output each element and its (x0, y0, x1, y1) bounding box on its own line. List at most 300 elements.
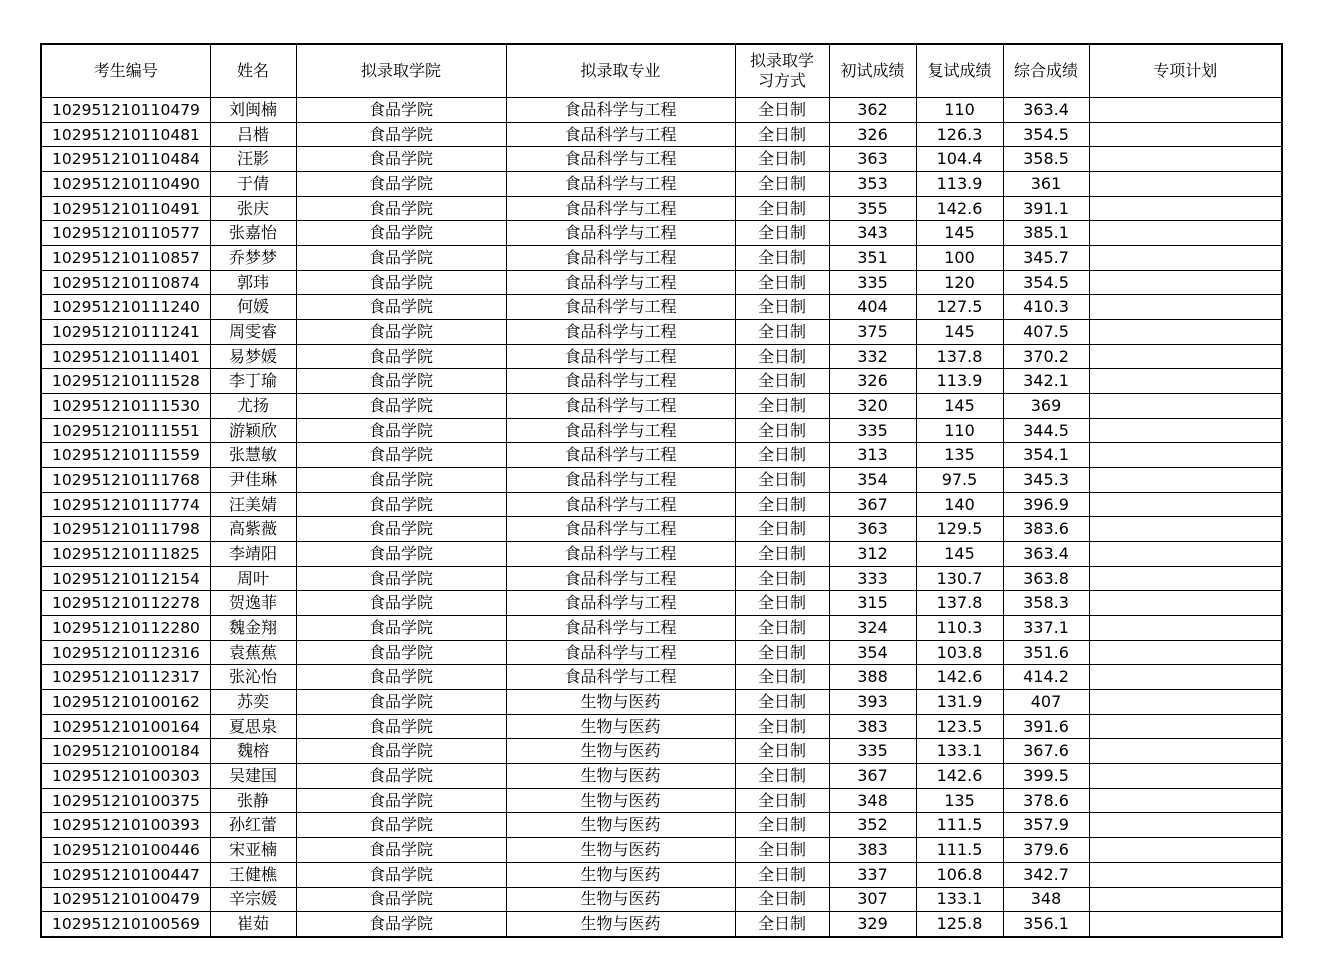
exam-id-cell: 102951210111768 (41, 468, 210, 493)
college-cell: 食品学院 (296, 566, 506, 591)
name-cell: 袁蕉蕉 (210, 640, 296, 665)
major-cell: 生物与医药 (506, 690, 735, 715)
name-cell: 游颖欣 (210, 418, 296, 443)
total-score-cell: 407.5 (1003, 320, 1089, 345)
major-cell: 食品科学与工程 (506, 492, 735, 517)
exam-id-cell: 102951210110484 (41, 147, 210, 172)
retest-score-cell: 113.9 (916, 172, 1003, 197)
exam-id-cell: 102951210111530 (41, 394, 210, 419)
name-cell: 高紫薇 (210, 517, 296, 542)
retest-score-cell: 120 (916, 270, 1003, 295)
initial-score-cell: 353 (829, 172, 916, 197)
initial-score-cell: 388 (829, 665, 916, 690)
initial-score-cell: 335 (829, 418, 916, 443)
initial-score-cell: 329 (829, 912, 916, 937)
total-score-cell: 358.5 (1003, 147, 1089, 172)
study-mode-cell: 全日制 (735, 443, 829, 468)
major-cell: 食品科学与工程 (506, 665, 735, 690)
major-cell: 食品科学与工程 (506, 542, 735, 567)
major-cell: 食品科学与工程 (506, 122, 735, 147)
retest-score-cell: 125.8 (916, 912, 1003, 937)
study-mode-cell: 全日制 (735, 369, 829, 394)
initial-score-cell: 312 (829, 542, 916, 567)
study-mode-cell: 全日制 (735, 566, 829, 591)
special-plan-cell (1089, 172, 1282, 197)
exam-id-cell: 102951210100447 (41, 862, 210, 887)
special-plan-cell (1089, 912, 1282, 937)
study-mode-cell: 全日制 (735, 295, 829, 320)
table-row (41, 887, 1282, 912)
name-cell: 崔茹 (210, 912, 296, 937)
total-score-cell: 391.6 (1003, 714, 1089, 739)
total-score-cell: 345.3 (1003, 468, 1089, 493)
initial-score-cell: 355 (829, 196, 916, 221)
name-cell: 周雯睿 (210, 320, 296, 345)
initial-score-cell: 404 (829, 295, 916, 320)
table-row (41, 492, 1282, 517)
name-cell: 张沁怡 (210, 665, 296, 690)
major-cell: 食品科学与工程 (506, 591, 735, 616)
retest-score-cell: 135 (916, 443, 1003, 468)
major-cell: 食品科学与工程 (506, 394, 735, 419)
exam-id-cell: 102951210110479 (41, 98, 210, 123)
exam-id-cell: 102951210111774 (41, 492, 210, 517)
special-plan-cell (1089, 369, 1282, 394)
retest-score-cell: 142.6 (916, 764, 1003, 789)
name-cell: 尹佳琳 (210, 468, 296, 493)
initial-score-cell: 335 (829, 270, 916, 295)
total-score-cell: 351.6 (1003, 640, 1089, 665)
special-plan-cell (1089, 813, 1282, 838)
table-row (41, 147, 1282, 172)
study-mode-cell: 全日制 (735, 418, 829, 443)
table-row (41, 394, 1282, 419)
total-score-cell: 399.5 (1003, 764, 1089, 789)
initial-score-cell: 324 (829, 616, 916, 641)
college-cell: 食品学院 (296, 739, 506, 764)
special-plan-cell (1089, 862, 1282, 887)
table-row (41, 542, 1282, 567)
study-mode-cell: 全日制 (735, 122, 829, 147)
study-mode-cell: 全日制 (735, 517, 829, 542)
college-cell: 食品学院 (296, 468, 506, 493)
study-mode-cell: 全日制 (735, 320, 829, 345)
name-cell: 孙红蕾 (210, 813, 296, 838)
major-cell: 生物与医药 (506, 714, 735, 739)
total-score-cell: 367.6 (1003, 739, 1089, 764)
special-plan-cell (1089, 690, 1282, 715)
special-plan-cell (1089, 246, 1282, 271)
total-score-cell: 396.9 (1003, 492, 1089, 517)
name-cell: 郭玮 (210, 270, 296, 295)
exam-id-cell: 102951210111559 (41, 443, 210, 468)
initial-score-cell: 326 (829, 369, 916, 394)
study-mode-cell: 全日制 (735, 616, 829, 641)
table-row (41, 813, 1282, 838)
header-major: 拟录取专业 (506, 44, 735, 98)
college-cell: 食品学院 (296, 788, 506, 813)
total-score-cell: 348 (1003, 887, 1089, 912)
table-header (41, 44, 1282, 98)
exam-id-cell: 102951210110577 (41, 221, 210, 246)
exam-id-cell: 102951210110481 (41, 122, 210, 147)
header-initial-score: 初试成绩 (829, 44, 916, 98)
retest-score-cell: 110.3 (916, 616, 1003, 641)
special-plan-cell (1089, 98, 1282, 123)
study-mode-cell: 全日制 (735, 838, 829, 863)
total-score-cell: 354.1 (1003, 443, 1089, 468)
retest-score-cell: 142.6 (916, 196, 1003, 221)
header-study-mode: 拟录取学习方式 (735, 44, 829, 98)
initial-score-cell: 333 (829, 566, 916, 591)
special-plan-cell (1089, 788, 1282, 813)
study-mode-cell: 全日制 (735, 147, 829, 172)
total-score-cell: 354.5 (1003, 270, 1089, 295)
exam-id-cell: 102951210110490 (41, 172, 210, 197)
special-plan-cell (1089, 196, 1282, 221)
study-mode-cell: 全日制 (735, 813, 829, 838)
major-cell: 生物与医药 (506, 739, 735, 764)
study-mode-cell: 全日制 (735, 690, 829, 715)
retest-score-cell: 100 (916, 246, 1003, 271)
total-score-cell: 363.8 (1003, 566, 1089, 591)
exam-id-cell: 102951210100184 (41, 739, 210, 764)
special-plan-cell (1089, 295, 1282, 320)
college-cell: 食品学院 (296, 813, 506, 838)
college-cell: 食品学院 (296, 369, 506, 394)
study-mode-cell: 全日制 (735, 172, 829, 197)
table-row (41, 468, 1282, 493)
college-cell: 食品学院 (296, 394, 506, 419)
special-plan-cell (1089, 616, 1282, 641)
special-plan-cell (1089, 468, 1282, 493)
special-plan-cell (1089, 887, 1282, 912)
college-cell: 食品学院 (296, 246, 506, 271)
college-cell: 食品学院 (296, 147, 506, 172)
college-cell: 食品学院 (296, 295, 506, 320)
special-plan-cell (1089, 838, 1282, 863)
name-cell: 苏奕 (210, 690, 296, 715)
name-cell: 周叶 (210, 566, 296, 591)
initial-score-cell: 348 (829, 788, 916, 813)
retest-score-cell: 140 (916, 492, 1003, 517)
initial-score-cell: 375 (829, 320, 916, 345)
exam-id-cell: 102951210112280 (41, 616, 210, 641)
retest-score-cell: 123.5 (916, 714, 1003, 739)
college-cell: 食品学院 (296, 443, 506, 468)
initial-score-cell: 352 (829, 813, 916, 838)
table-row (41, 196, 1282, 221)
table-row (41, 344, 1282, 369)
total-score-cell: 407 (1003, 690, 1089, 715)
header-exam-id: 考生编号 (41, 44, 210, 98)
retest-score-cell: 129.5 (916, 517, 1003, 542)
special-plan-cell (1089, 517, 1282, 542)
table-row (41, 517, 1282, 542)
special-plan-cell (1089, 542, 1282, 567)
major-cell: 食品科学与工程 (506, 468, 735, 493)
table-body (41, 98, 1282, 938)
retest-score-cell: 104.4 (916, 147, 1003, 172)
table-row (41, 838, 1282, 863)
total-score-cell: 363.4 (1003, 98, 1089, 123)
exam-id-cell: 102951210100162 (41, 690, 210, 715)
initial-score-cell: 313 (829, 443, 916, 468)
college-cell: 食品学院 (296, 690, 506, 715)
exam-id-cell: 102951210100393 (41, 813, 210, 838)
header-total-score: 综合成绩 (1003, 44, 1089, 98)
special-plan-cell (1089, 270, 1282, 295)
major-cell: 食品科学与工程 (506, 418, 735, 443)
table-row (41, 295, 1282, 320)
name-cell: 易梦媛 (210, 344, 296, 369)
table-row (41, 320, 1282, 345)
retest-score-cell: 145 (916, 221, 1003, 246)
exam-id-cell: 102951210112278 (41, 591, 210, 616)
major-cell: 生物与医药 (506, 887, 735, 912)
table-row (41, 690, 1282, 715)
retest-score-cell: 127.5 (916, 295, 1003, 320)
study-mode-cell: 全日制 (735, 468, 829, 493)
total-score-cell: 344.5 (1003, 418, 1089, 443)
college-cell: 食品学院 (296, 221, 506, 246)
initial-score-cell: 363 (829, 517, 916, 542)
table-row (41, 246, 1282, 271)
name-cell: 张静 (210, 788, 296, 813)
initial-score-cell: 315 (829, 591, 916, 616)
exam-id-cell: 102951210111240 (41, 295, 210, 320)
retest-score-cell: 97.5 (916, 468, 1003, 493)
study-mode-cell: 全日制 (735, 739, 829, 764)
table-row (41, 122, 1282, 147)
special-plan-cell (1089, 344, 1282, 369)
special-plan-cell (1089, 566, 1282, 591)
retest-score-cell: 131.9 (916, 690, 1003, 715)
total-score-cell: 361 (1003, 172, 1089, 197)
initial-score-cell: 362 (829, 98, 916, 123)
major-cell: 食品科学与工程 (506, 369, 735, 394)
special-plan-cell (1089, 665, 1282, 690)
retest-score-cell: 133.1 (916, 739, 1003, 764)
name-cell: 张慧敏 (210, 443, 296, 468)
retest-score-cell: 113.9 (916, 369, 1003, 394)
college-cell: 食品学院 (296, 714, 506, 739)
exam-id-cell: 102951210110874 (41, 270, 210, 295)
major-cell: 食品科学与工程 (506, 172, 735, 197)
total-score-cell: 379.6 (1003, 838, 1089, 863)
retest-score-cell: 103.8 (916, 640, 1003, 665)
name-cell: 贺逸菲 (210, 591, 296, 616)
total-score-cell: 378.6 (1003, 788, 1089, 813)
major-cell: 生物与医药 (506, 813, 735, 838)
college-cell: 食品学院 (296, 542, 506, 567)
name-cell: 王健樵 (210, 862, 296, 887)
table-row (41, 788, 1282, 813)
study-mode-cell: 全日制 (735, 912, 829, 937)
study-mode-cell: 全日制 (735, 862, 829, 887)
study-mode-cell: 全日制 (735, 394, 829, 419)
initial-score-cell: 307 (829, 887, 916, 912)
table-row (41, 566, 1282, 591)
college-cell: 食品学院 (296, 517, 506, 542)
table-row (41, 172, 1282, 197)
table-row (41, 369, 1282, 394)
retest-score-cell: 133.1 (916, 887, 1003, 912)
initial-score-cell: 383 (829, 838, 916, 863)
retest-score-cell: 106.8 (916, 862, 1003, 887)
major-cell: 食品科学与工程 (506, 147, 735, 172)
college-cell: 食品学院 (296, 862, 506, 887)
retest-score-cell: 142.6 (916, 665, 1003, 690)
exam-id-cell: 102951210111528 (41, 369, 210, 394)
initial-score-cell: 354 (829, 468, 916, 493)
special-plan-cell (1089, 492, 1282, 517)
college-cell: 食品学院 (296, 838, 506, 863)
exam-id-cell: 102951210112317 (41, 665, 210, 690)
name-cell: 尤扬 (210, 394, 296, 419)
college-cell: 食品学院 (296, 764, 506, 789)
study-mode-cell: 全日制 (735, 591, 829, 616)
exam-id-cell: 102951210110857 (41, 246, 210, 271)
table-row (41, 418, 1282, 443)
study-mode-cell: 全日制 (735, 665, 829, 690)
exam-id-cell: 102951210100446 (41, 838, 210, 863)
major-cell: 食品科学与工程 (506, 295, 735, 320)
initial-score-cell: 363 (829, 147, 916, 172)
major-cell: 生物与医药 (506, 838, 735, 863)
college-cell: 食品学院 (296, 640, 506, 665)
name-cell: 乔梦梦 (210, 246, 296, 271)
college-cell: 食品学院 (296, 320, 506, 345)
college-cell: 食品学院 (296, 591, 506, 616)
name-cell: 夏思泉 (210, 714, 296, 739)
table-row (41, 98, 1282, 123)
major-cell: 食品科学与工程 (506, 270, 735, 295)
total-score-cell: 342.7 (1003, 862, 1089, 887)
major-cell: 食品科学与工程 (506, 640, 735, 665)
college-cell: 食品学院 (296, 270, 506, 295)
exam-id-cell: 102951210100164 (41, 714, 210, 739)
header-special-plan: 专项计划 (1089, 44, 1282, 98)
header-college: 拟录取学院 (296, 44, 506, 98)
retest-score-cell: 111.5 (916, 838, 1003, 863)
exam-id-cell: 102951210100375 (41, 788, 210, 813)
major-cell: 生物与医药 (506, 764, 735, 789)
name-cell: 何媛 (210, 295, 296, 320)
total-score-cell: 357.9 (1003, 813, 1089, 838)
study-mode-cell: 全日制 (735, 221, 829, 246)
name-cell: 李靖阳 (210, 542, 296, 567)
table-row (41, 443, 1282, 468)
total-score-cell: 370.2 (1003, 344, 1089, 369)
study-mode-cell: 全日制 (735, 714, 829, 739)
study-mode-cell: 全日制 (735, 196, 829, 221)
major-cell: 食品科学与工程 (506, 344, 735, 369)
special-plan-cell (1089, 764, 1282, 789)
study-mode-cell: 全日制 (735, 764, 829, 789)
special-plan-cell (1089, 443, 1282, 468)
special-plan-cell (1089, 640, 1282, 665)
college-cell: 食品学院 (296, 418, 506, 443)
name-cell: 宋亚楠 (210, 838, 296, 863)
retest-score-cell: 137.8 (916, 591, 1003, 616)
name-cell: 于倩 (210, 172, 296, 197)
total-score-cell: 354.5 (1003, 122, 1089, 147)
major-cell: 食品科学与工程 (506, 98, 735, 123)
college-cell: 食品学院 (296, 912, 506, 937)
special-plan-cell (1089, 320, 1282, 345)
study-mode-cell: 全日制 (735, 542, 829, 567)
retest-score-cell: 145 (916, 394, 1003, 419)
table-row (41, 591, 1282, 616)
initial-score-cell: 332 (829, 344, 916, 369)
table-row (41, 714, 1282, 739)
college-cell: 食品学院 (296, 492, 506, 517)
retest-score-cell: 130.7 (916, 566, 1003, 591)
exam-id-cell: 102951210100569 (41, 912, 210, 937)
exam-id-cell: 102951210111825 (41, 542, 210, 567)
name-cell: 张嘉怡 (210, 221, 296, 246)
initial-score-cell: 367 (829, 764, 916, 789)
total-score-cell: 414.2 (1003, 665, 1089, 690)
exam-id-cell: 102951210100479 (41, 887, 210, 912)
special-plan-cell (1089, 147, 1282, 172)
admission-table (40, 43, 1283, 938)
name-cell: 汪美婧 (210, 492, 296, 517)
initial-score-cell: 393 (829, 690, 916, 715)
retest-score-cell: 110 (916, 98, 1003, 123)
name-cell: 张庆 (210, 196, 296, 221)
exam-id-cell: 102951210111551 (41, 418, 210, 443)
table-row (41, 912, 1282, 937)
retest-score-cell: 111.5 (916, 813, 1003, 838)
initial-score-cell: 383 (829, 714, 916, 739)
initial-score-cell: 343 (829, 221, 916, 246)
total-score-cell: 356.1 (1003, 912, 1089, 937)
college-cell: 食品学院 (296, 172, 506, 197)
retest-score-cell: 135 (916, 788, 1003, 813)
exam-id-cell: 102951210111241 (41, 320, 210, 345)
study-mode-cell: 全日制 (735, 640, 829, 665)
header-name: 姓名 (210, 44, 296, 98)
college-cell: 食品学院 (296, 887, 506, 912)
initial-score-cell: 337 (829, 862, 916, 887)
college-cell: 食品学院 (296, 98, 506, 123)
major-cell: 生物与医药 (506, 788, 735, 813)
major-cell: 食品科学与工程 (506, 221, 735, 246)
retest-score-cell: 137.8 (916, 344, 1003, 369)
total-score-cell: 337.1 (1003, 616, 1089, 641)
name-cell: 魏金翔 (210, 616, 296, 641)
total-score-cell: 383.6 (1003, 517, 1089, 542)
table-row (41, 616, 1282, 641)
college-cell: 食品学院 (296, 196, 506, 221)
name-cell: 李丁瑜 (210, 369, 296, 394)
major-cell: 食品科学与工程 (506, 320, 735, 345)
total-score-cell: 363.4 (1003, 542, 1089, 567)
college-cell: 食品学院 (296, 616, 506, 641)
name-cell: 魏榕 (210, 739, 296, 764)
exam-id-cell: 102951210112154 (41, 566, 210, 591)
major-cell: 食品科学与工程 (506, 246, 735, 271)
total-score-cell: 410.3 (1003, 295, 1089, 320)
exam-id-cell: 102951210112316 (41, 640, 210, 665)
total-score-cell: 345.7 (1003, 246, 1089, 271)
study-mode-cell: 全日制 (735, 270, 829, 295)
table-row (41, 739, 1282, 764)
special-plan-cell (1089, 394, 1282, 419)
name-cell: 吕楷 (210, 122, 296, 147)
